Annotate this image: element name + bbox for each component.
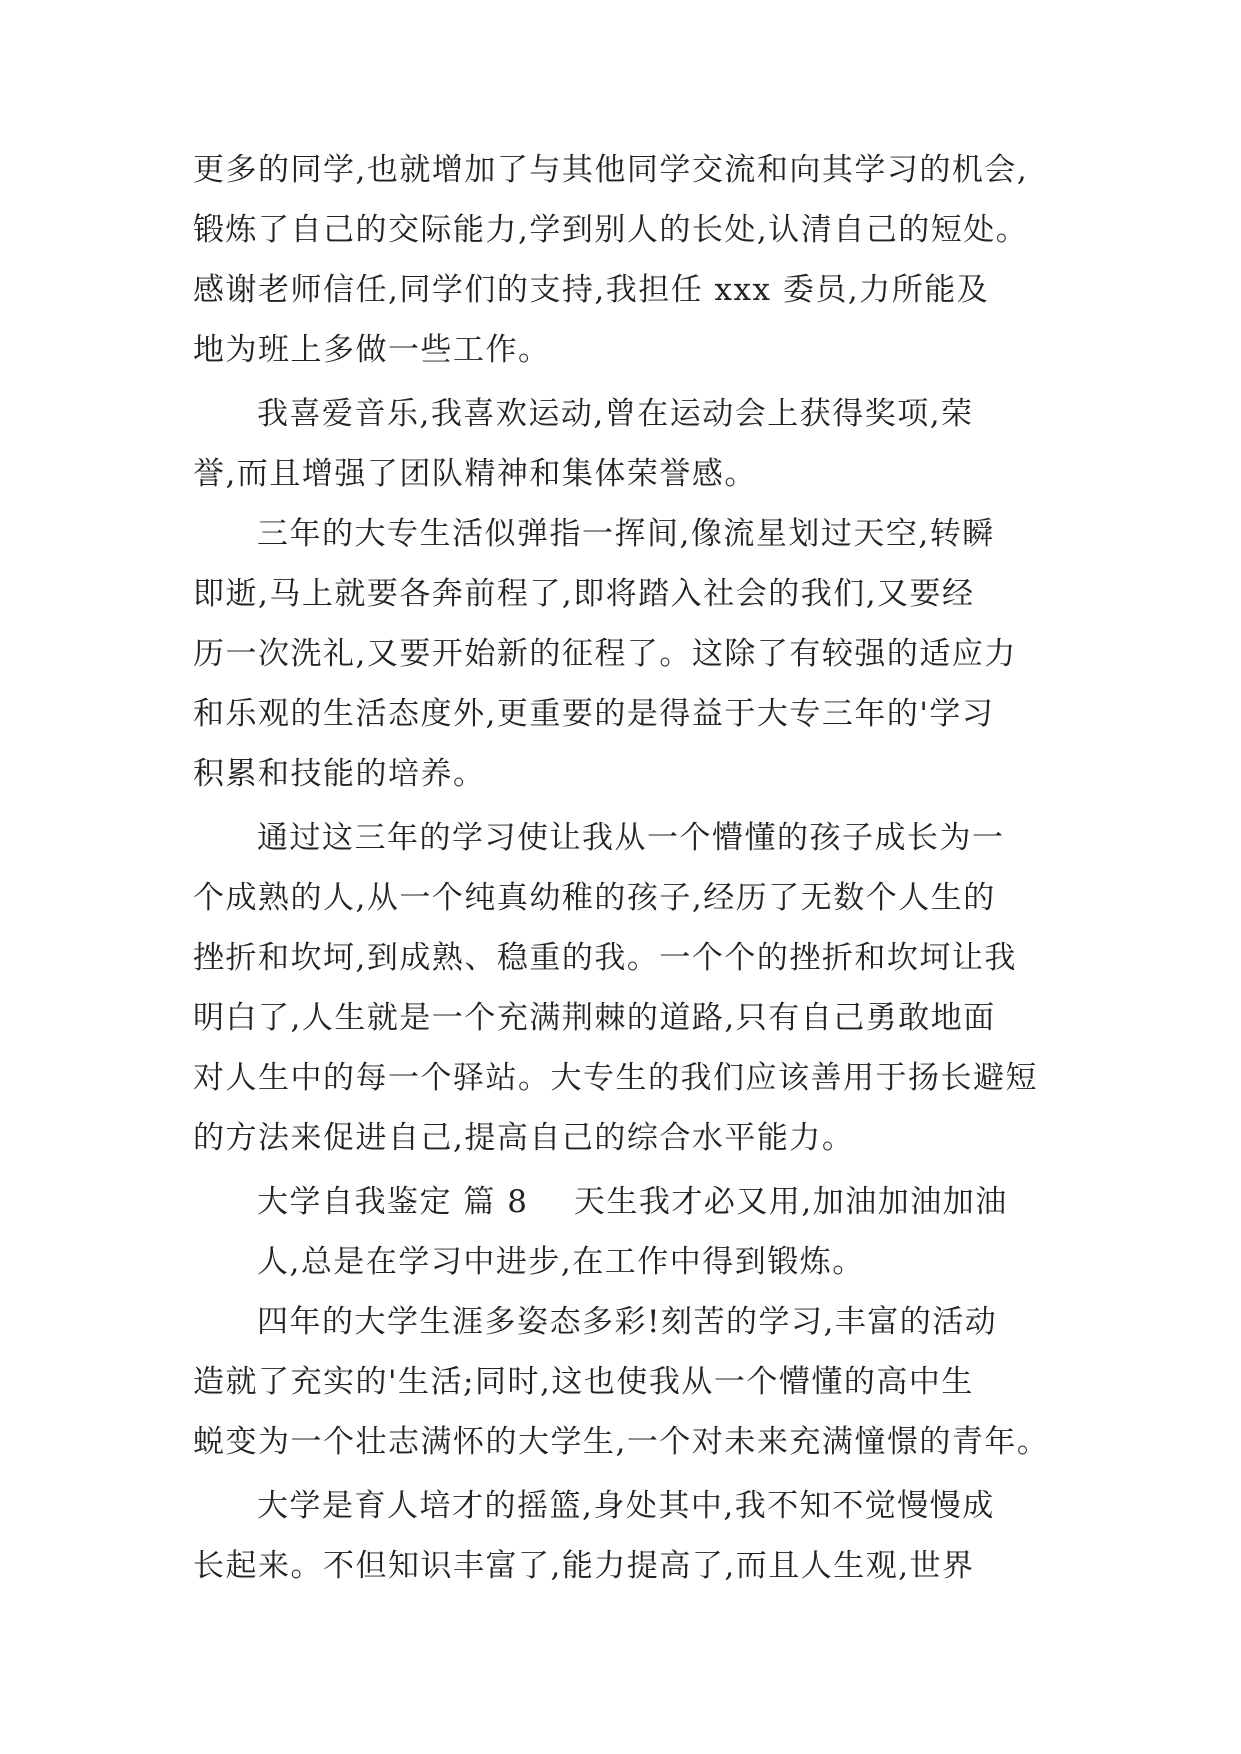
- text-line: 感谢老师信任,同学们的支持,我担任 xxx 委员,力所能及: [193, 272, 990, 308]
- text-line: 地为班上多做一些工作。: [193, 332, 551, 368]
- text-line: 的方法来促进自己,提高自己的综合水平能力。: [193, 1120, 855, 1156]
- text-line: 个成熟的人,从一个纯真幼稚的孩子,经历了无数个人生的: [193, 880, 996, 916]
- text-line: 人,总是在学习中进步,在工作中得到锻炼。: [257, 1244, 865, 1280]
- text-line: 蜕变为一个壮志满怀的大学生,一个对未来充满憧憬的青年。: [193, 1424, 1050, 1460]
- text-line: 更多的同学,也就增加了与其他同学交流和向其学习的机会,: [193, 152, 1029, 188]
- section-heading-line: 大学自我鉴定 篇 8 天生我才必又用,加油加油加油: [257, 1184, 1008, 1220]
- text-line: 和乐观的生活态度外,更重要的是得益于大专三年的'学习: [193, 696, 995, 732]
- paragraph-start-line: 四年的大学生涯多姿态多彩!刻苦的学习,丰富的活动: [257, 1304, 998, 1340]
- text-line: 挫折和坎坷,到成熟、稳重的我。一个个的挫折和坎坷让我: [193, 940, 1017, 976]
- text-line: 积累和技能的培养。: [193, 756, 486, 792]
- text-line: 明白了,人生就是一个充满荆棘的道路,只有自己勇敢地面: [193, 1000, 996, 1036]
- text-line: 锻炼了自己的交际能力,学到别人的长处,认清自己的短处。: [193, 212, 1029, 248]
- text-line: 长起来。不但知识丰富了,能力提高了,而且人生观,世界: [193, 1548, 975, 1584]
- paragraph-start-line: 我喜爱音乐,我喜欢运动,曾在运动会上获得奖项,荣: [257, 396, 974, 432]
- text-line: 造就了充实的'生活;同时,这也使我从一个懵懂的高中生: [193, 1364, 974, 1400]
- paragraph-start-line: 大学是育人培才的摇篮,身处其中,我不知不觉慢慢成: [257, 1488, 995, 1524]
- paragraph-start-line: 三年的大专生活似弹指一挥间,像流星划过天空,转瞬: [257, 516, 995, 552]
- text-line: 历一次洗礼,又要开始新的征程了。这除了有较强的适应力: [193, 636, 1017, 672]
- text-line: 誉,而且增强了团队精神和集体荣誉感。: [193, 456, 757, 492]
- text-line: 即逝,马上就要各奔前程了,即将踏入社会的我们,又要经: [193, 576, 975, 612]
- paragraph-start-line: 通过这三年的学习使让我从一个懵懂的孩子成长为一: [257, 820, 1005, 856]
- text-line: 对人生中的每一个驿站。大专生的我们应该善用于扬长避短: [193, 1060, 1038, 1096]
